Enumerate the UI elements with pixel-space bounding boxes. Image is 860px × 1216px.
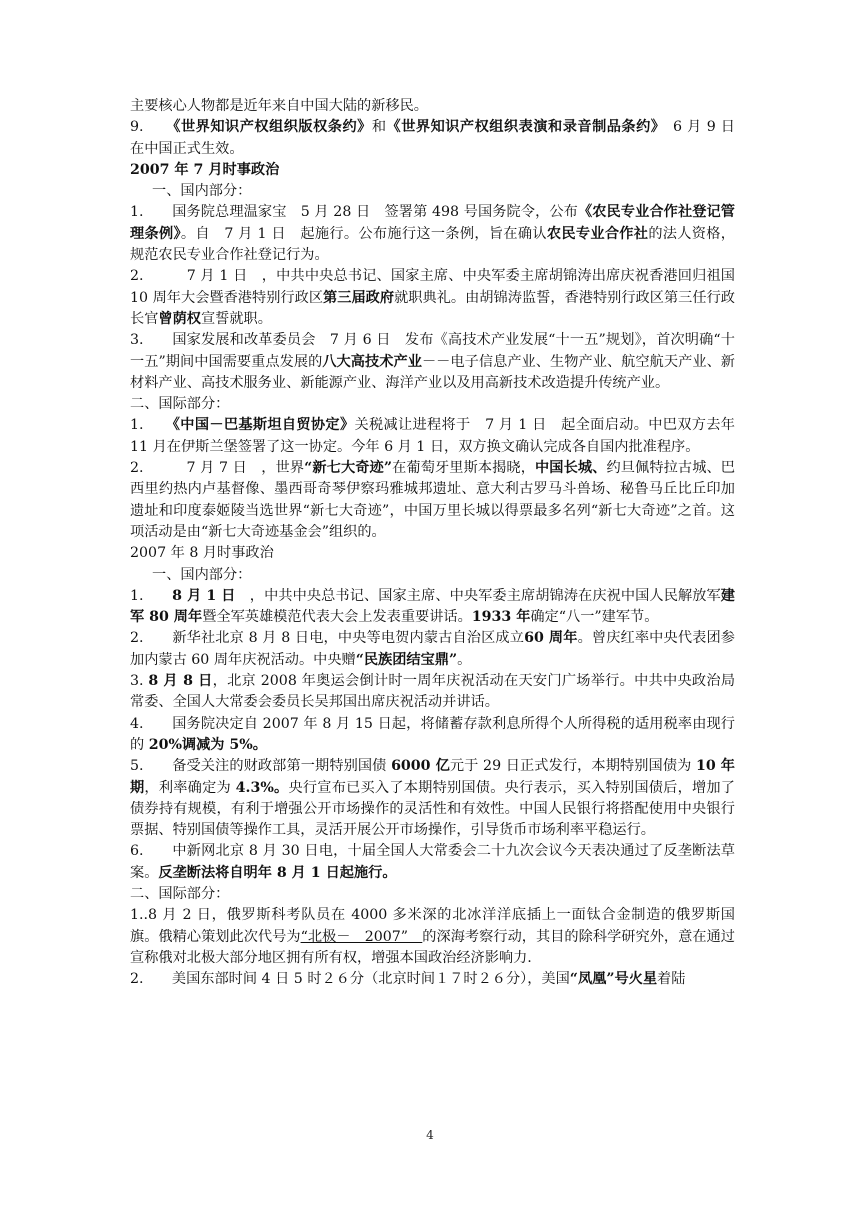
text-run: “新七大奇迹”: [304, 460, 393, 477]
paragraph: [130, 884, 735, 905]
paragraph: [130, 565, 735, 586]
text-run: 2007 年 7 月时事政治: [130, 161, 280, 178]
text-run: 4. 国务院决定自 2007 年 8 月 15 日起，将储蓄存款利息所得个人所得税的适用税率由现行的: [130, 715, 735, 753]
text-run: 1..8 月 2 日，俄罗斯科考队员在 4000 多米深的北冰洋洋底插上一面钛合金制造的俄罗斯国旗。俄精心策划此次代号为: [130, 907, 735, 945]
text-run: 5. 备受关注的财政部第一期特别国债: [130, 758, 392, 775]
text-run: 1.: [130, 587, 173, 604]
paragraph: [130, 458, 735, 543]
text-run: “北极－ 2007”: [300, 928, 423, 945]
paragraph: [130, 202, 735, 266]
text-run: 反垄断法将自明年 8 月 1 日起施行。: [158, 864, 397, 881]
text-run: 。自 7 月 1 日 起施行。公布施行这一条例，旨在确认: [180, 225, 547, 242]
text-run: ，中共中央总书记、国家主席、中央军委主席胡锦涛在庆祝中国人民解放军: [235, 587, 721, 604]
text-run: ，利率确定为: [144, 779, 236, 796]
text-run: 一、国内部分：: [152, 183, 252, 200]
paragraph: [130, 714, 735, 757]
paragraph: [130, 415, 735, 458]
text-run: ，北京 2008 年奥运会倒计时一周年庆祝活动在天安门广场举行。中共中央政治局常委、全国人大常委会委员长吴邦国出席庆祝活动并讲话。: [130, 673, 736, 711]
paragraph: [130, 96, 735, 117]
text-run: 《世界知识产权组织版权条约》: [173, 119, 372, 136]
text-run: 约旦佩特拉古城、巴西里约热内卢基督像、墨西哥奇琴伊察玛雅城邦遗址、意大利古罗马斗兽场、秘鲁马丘比丘印加遗址和印度泰姬陵当选世界“新七大奇迹”，中国万里长城以得票最多名列“新七大奇迹”之首。这项活动是由“新七大奇迹基金会”组织的。: [130, 460, 735, 540]
text-run: 2007 年 8 月时事政治: [130, 545, 274, 562]
paragraph: [130, 160, 735, 181]
text-run: 60 周年: [524, 630, 578, 647]
text-run: 2. 美国东部时间 4 日 5 时２６分（北京时间１７时２６分），美国: [130, 971, 570, 988]
text-run: 2. 7 月 7 日 ，世界: [130, 460, 305, 477]
paragraph: [130, 586, 735, 629]
text-run: 8 月 8 日: [148, 673, 213, 690]
paragraph: [130, 756, 735, 841]
text-run: 就职典礼。由胡锦涛监誓，香港特别行政区第三任行政长官: [130, 289, 735, 327]
text-run: 9.: [130, 119, 174, 136]
text-run: 2. 7 月 1 日 ，中共中央总书记、国家主席、中央军委主席胡锦涛出席庆祝香港回归祖国 10 周年大会暨香港特别行政区: [130, 268, 735, 306]
text-run: 。: [457, 651, 472, 668]
text-run: 4.3%。: [235, 779, 289, 796]
paragraph: [130, 841, 735, 884]
text-run: 农民专业合作社: [546, 225, 649, 242]
text-run: 宣誓就职。: [200, 310, 272, 327]
paragraph: [130, 117, 750, 160]
text-run: 《中国－巴基斯坦自贸协定》: [172, 417, 355, 434]
text-run: 1.: [130, 417, 173, 434]
text-run: 6. 中新网北京 8 月 30 日电，十届全国人大常委会二十九次会议今天表决通过了反垄断法草案。: [130, 843, 735, 881]
paragraph: [130, 628, 735, 671]
text-run: 1. 国务院总理温家宝 5 月 28 日 签署第 498 号国务院令，公布: [130, 204, 578, 221]
text-run: 《农民专业合作社登记管理条例》: [130, 204, 735, 242]
text-run: 10 年期: [130, 758, 735, 796]
text-run: 中国长城、: [535, 460, 607, 477]
text-run: －－电子信息产业、生物产业、航空航天产业、新材料产业、高技术服务业、新能源产业、海洋产业以及用高新技术改造提升传统产业。: [130, 353, 735, 391]
text-run: 建军 80 周年: [130, 587, 735, 626]
text-run: 二、国际部分：: [130, 885, 230, 902]
text-run: 一、国内部分：: [152, 566, 252, 583]
text-run: 2. 新华社北京 8 月 8 日电，中央等电贺内蒙古自治区成立: [130, 630, 525, 647]
paragraph: [130, 394, 735, 415]
text-run: 的深海考察行动，其目的除科学研究外，意在通过宣称俄对北极大部分地区拥有所有权，增强本国政治经济影响力.: [130, 928, 735, 966]
paragraph: [130, 671, 735, 714]
text-run: 的法人资格，规范农民专业合作社登记行为。: [130, 225, 735, 264]
paragraph: [130, 905, 735, 969]
text-run: 6 月 9 日 在中国正式生效。: [130, 119, 750, 157]
text-run: 暨全军英雄模范代表大会上发表重要讲话。: [202, 609, 472, 626]
text-run: 20%调减为 5%。: [148, 736, 267, 753]
text-run: 第三届政府: [323, 289, 395, 306]
paragraph: [130, 181, 735, 202]
page-number: 4: [426, 1128, 434, 1142]
text-run: 《世界知识产权组织表演和录音制品条约》: [386, 119, 659, 136]
text-run: 曾荫权: [158, 310, 201, 327]
text-run: “民族团结宝鼎”: [355, 651, 458, 668]
text-run: 二、国际部分：: [130, 396, 230, 413]
text-run: 3. 国家发展和改革委员会 7 月 6 日 发布《高技术产业发展“十一五”规划》，首次明确“十一五”期间中国需要重点发展的: [130, 332, 735, 370]
document-body: [130, 96, 750, 990]
text-run: 。曾庆红率中央代表团参加内蒙古 60 周年庆祝活动。中央赠: [130, 630, 735, 668]
paragraph: [130, 266, 735, 330]
paragraph: [130, 969, 735, 990]
text-run: 8 月 1 日: [172, 587, 236, 604]
text-run: 八大高技术产业: [322, 353, 422, 370]
text-run: 主要核心人物都是近年来自中国大陆的新移民。: [130, 98, 428, 114]
text-run: 1933 年: [471, 609, 531, 626]
text-run: 央行宣布已买入了本期特别国债。央行表示，买入特别国债后，增加了债券持有规模，有利于增强公开市场操作的灵活性和有效性。中国人民银行将搭配使用中央银行票据、特别国债等操作工具，灵活开展公开市场操作，引导货币市场利率平稳运行。: [130, 779, 735, 839]
text-run: 确定“八一”建军节。: [530, 609, 659, 626]
text-run: 和: [371, 119, 387, 136]
text-run: 元于 29 日正式发行，本期特别国债为: [449, 758, 697, 775]
text-run: 着陆: [657, 971, 686, 988]
text-run: 6000 亿: [391, 758, 450, 775]
text-run: “凤凰”号火星: [569, 971, 658, 988]
paragraph: [130, 330, 735, 394]
paragraph: [130, 543, 735, 564]
text-run: 关税减让进程将于 7 月 1 日 起全面启动。中巴双方去年 11 月在伊斯兰堡签署了这一协定。今年 6 月 1 日，双方换文确认完成各自国内批准程序。: [130, 417, 735, 455]
text-run: 在葡萄牙里斯本揭晓，: [392, 460, 536, 477]
text-run: 3.: [130, 673, 149, 690]
